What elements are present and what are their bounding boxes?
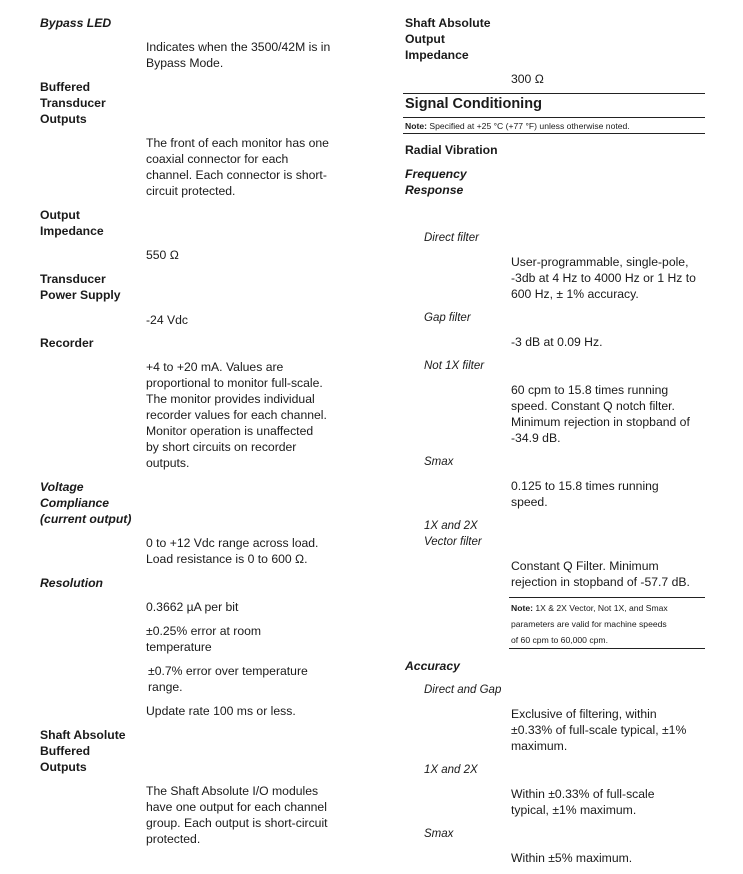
text-line: Minimum rejection in stopband of (511, 415, 690, 429)
heading-line: Buffered (40, 80, 91, 94)
label-line: Vector filter (424, 536, 482, 548)
heading-line: Shaft Absolute (405, 16, 491, 30)
text-line: Bypass Mode. (146, 56, 224, 70)
heading-line: Response (405, 183, 464, 197)
smax-filter-text (511, 478, 659, 510)
text-line: -3db at 4 Hz to 4000 Hz or 1 Hz to (511, 271, 696, 285)
note-rule-bottom (509, 648, 705, 649)
accuracy-smax-label: Smax (424, 828, 454, 840)
text-line: recorder values for each channel. (146, 408, 327, 422)
frequency-response-heading (405, 166, 467, 198)
note-text: Specified at +25 °C (+77 °F) unless otherwise noted. (426, 121, 630, 131)
resolution-line3 (148, 663, 308, 695)
direct-gap-label: Direct and Gap (424, 684, 502, 696)
note-line (511, 600, 668, 616)
heading-line: Impedance (405, 48, 469, 62)
text-line: The front of each monitor has one (146, 136, 329, 150)
text-line: have one output for each channel (146, 800, 327, 814)
text-line: The monitor provides individual (146, 392, 315, 406)
direct-filter-label: Direct filter (424, 232, 479, 244)
frequency-note (511, 600, 668, 648)
text-line: typical, ±1% maximum. (511, 803, 637, 817)
text-line: -34.9 dB. (511, 431, 561, 445)
text-line: proportional to monitor full-scale. (146, 376, 323, 390)
heading-line: Buffered (40, 744, 91, 758)
x1x2-text (511, 786, 655, 818)
transducer-power-value: -24 Vdc (146, 313, 189, 327)
heading-line: Power Supply (40, 288, 121, 302)
bypass-led-text (146, 39, 330, 71)
not1x-filter-label: Not 1X filter (424, 360, 485, 372)
bypass-led-heading: Bypass LED (40, 16, 112, 30)
x1x2-label: 1X and 2X (424, 764, 478, 776)
text-line: 600 Hz, ± 1% accuracy. (511, 287, 639, 301)
heading-line: Transducer (40, 272, 106, 286)
note-label: Note: (405, 121, 427, 131)
text-line: speed. Constant Q notch filter. (511, 399, 675, 413)
signal-conditioning-note (405, 118, 630, 134)
shaft-buffered-heading (40, 727, 126, 775)
text-line: range. (148, 680, 183, 694)
section-rule-bottom (403, 133, 705, 134)
text-line: User-programmable, single-pole, (511, 255, 689, 269)
text-line: protected. (146, 832, 201, 846)
text-line: Exclusive of filtering, within (511, 707, 657, 721)
text-line: 60 cpm to 15.8 times running (511, 383, 669, 397)
text-line: temperature (146, 640, 212, 654)
text-line: Constant Q Filter. Minimum (511, 559, 659, 573)
not1x-filter-text (511, 382, 690, 446)
text-line: group. Each output is short-circuit (146, 816, 328, 830)
resolution-heading: Resolution (40, 576, 103, 590)
text-line: +4 to +20 mA. Values are (146, 360, 284, 374)
label-line: 1X and 2X (424, 520, 478, 532)
resolution-line2 (146, 623, 261, 655)
text-line: rejection in stopband of -57.7 dB. (511, 575, 690, 589)
text-line: channel. Each connector is short- (146, 168, 327, 182)
note-rule-top (509, 597, 705, 598)
text-line: by short circuits on recorder (146, 440, 297, 454)
heading-line: Frequency (405, 167, 467, 181)
text-line: circuit protected. (146, 184, 236, 198)
shaft-impedance-value: 300 Ω (511, 72, 544, 86)
text-line: coaxial connector for each (146, 152, 289, 166)
text-line: maximum. (511, 739, 568, 753)
gap-filter-text: -3 dB at 0.09 Hz. (511, 335, 603, 349)
accuracy-heading: Accuracy (405, 659, 460, 673)
voltage-compliance-heading (40, 479, 131, 527)
heading-line: Outputs (40, 760, 87, 774)
text-line: ±0.7% error over temperature (148, 664, 308, 678)
text-line: The Shaft Absolute I/O modules (146, 784, 319, 798)
vector-filter-text (511, 558, 690, 590)
text-line: speed. (511, 495, 548, 509)
text-line: ±0.33% of full-scale typical, ±1% (511, 723, 687, 737)
output-impedance-value: 550 Ω (146, 248, 179, 262)
resolution-line4: Update rate 100 ms or less. (146, 704, 296, 718)
recorder-heading: Recorder (40, 336, 94, 350)
direct-filter-text (511, 254, 696, 302)
resolution-line1: 0.3662 µA per bit (146, 600, 239, 614)
heading-line: Shaft Absolute (40, 728, 126, 742)
note-text: 1X & 2X Vector, Not 1X, and Smax (532, 603, 668, 613)
text-line: 0.125 to 15.8 times running (511, 479, 659, 493)
text-line: 0 to +12 Vdc range across load. (146, 536, 319, 550)
accuracy-smax-text: Within ±5% maximum. (511, 851, 633, 865)
gap-filter-label: Gap filter (424, 312, 471, 324)
heading-line: Outputs (40, 112, 87, 126)
heading-line: Output (405, 32, 445, 46)
signal-conditioning-title: Signal Conditioning (405, 96, 542, 112)
heading-line: Output (40, 208, 80, 222)
heading-line: Impedance (40, 224, 104, 238)
text-line: Within ±0.33% of full-scale (511, 787, 655, 801)
buffered-outputs-text (146, 135, 329, 199)
shaft-buffered-text (146, 783, 328, 847)
heading-line: (current output) (40, 512, 132, 526)
heading-line: Voltage (40, 480, 84, 494)
smax-filter-label: Smax (424, 456, 454, 468)
radial-vibration-heading: Radial Vibration (405, 143, 498, 157)
heading-line: Compliance (40, 496, 110, 510)
note-line: of 60 cpm to 60,000 cpm. (511, 635, 608, 645)
voltage-compliance-text (146, 535, 318, 567)
output-impedance-heading (40, 207, 104, 239)
recorder-text (146, 359, 327, 471)
note-line: parameters are valid for machine speeds (511, 619, 667, 629)
text-line: Indicates when the 3500/42M is in (146, 40, 331, 54)
heading-line: Transducer (40, 96, 106, 110)
note-label: Note: (511, 603, 533, 613)
text-line: outputs. (146, 456, 190, 470)
transducer-power-heading (40, 271, 121, 303)
section-rule-top (403, 93, 705, 94)
text-line: Monitor operation is unaffected (146, 424, 314, 438)
text-line: ±0.25% error at room (146, 624, 262, 638)
shaft-impedance-heading (405, 15, 491, 63)
direct-gap-text (511, 706, 686, 754)
vector-filter-label (424, 518, 482, 550)
text-line: Load resistance is 0 to 600 Ω. (146, 552, 308, 566)
buffered-outputs-heading (40, 79, 106, 127)
